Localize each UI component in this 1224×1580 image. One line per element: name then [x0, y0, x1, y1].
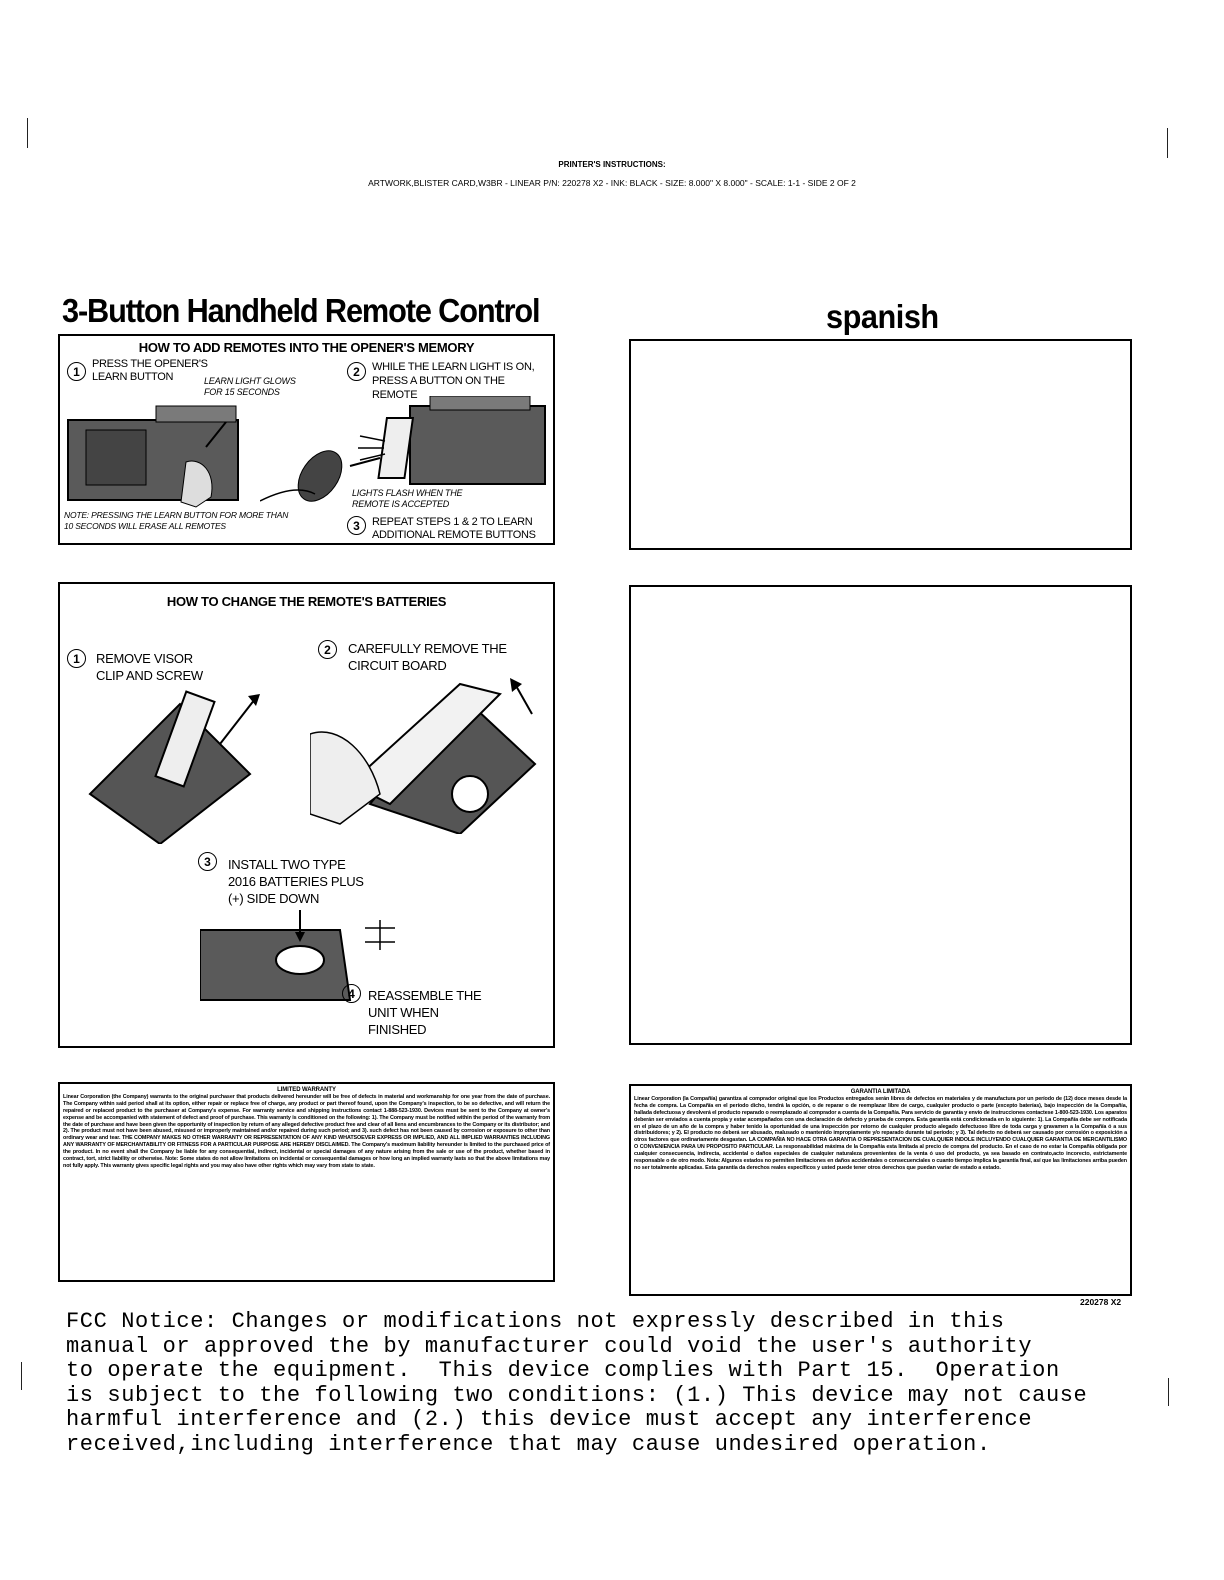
spanish-add-remotes-panel	[629, 339, 1132, 550]
battery-step-2-text: CAREFULLY REMOVE THE CIRCUIT BOARD	[348, 641, 507, 673]
lights-flash-note: LIGHTS FLASH WHEN THE REMOTE IS ACCEPTED	[352, 488, 463, 509]
step-number-2: 2	[347, 362, 366, 381]
fcc-line-6: received,including interference that may cause undesired operation.	[66, 1431, 991, 1457]
add-step-1-text: PRESS THE OPENER'S LEARN BUTTON	[92, 358, 208, 383]
warranty-spanish-title: GARANTIA LIMITADA	[850, 1089, 911, 1095]
add-step-3-text: REPEAT STEPS 1 & 2 TO LEARN ADDITIONAL REMOTE BUTTONS	[372, 516, 536, 541]
visor-clip-illustration	[70, 684, 270, 844]
step-number-3: 3	[347, 516, 366, 535]
circuit-board-illustration	[310, 664, 540, 834]
scan-mark-left-top	[27, 118, 28, 148]
fcc-line-1: FCC Notice: Changes or modifications not expressly described in this	[66, 1309, 1005, 1334]
printer-heading: PRINTER'S INSTRUCTIONS:	[558, 160, 666, 169]
fcc-line-4: is subject to the following two conditions: (1.) This device may not cause	[66, 1382, 1088, 1408]
spanish-title: spanish	[826, 298, 939, 335]
fcc-notice	[66, 1310, 1126, 1457]
add-remotes-heading: HOW TO ADD REMOTES INTO THE OPENER'S MEMORY	[138, 340, 475, 355]
warranty-english-title: LIMITED WARRANTY	[277, 1087, 336, 1093]
warranty-panel-english	[58, 1082, 555, 1282]
learn-light-note: LEARN LIGHT GLOWS FOR 15 SECONDS	[204, 376, 296, 397]
battery-step-number-4: 4	[342, 984, 361, 1003]
warranty-panel-spanish	[629, 1084, 1132, 1296]
battery-step-3-text: INSTALL TWO TYPE 2016 BATTERIES PLUS (+) SIDE DOWN	[228, 857, 364, 906]
batteries-panel	[58, 582, 555, 1048]
page-title: 3-Button Handheld Remote Control	[62, 292, 540, 329]
battery-step-number-1: 1	[67, 649, 86, 668]
scan-mark-right-bottom	[1168, 1378, 1169, 1406]
fcc-line-5: harmful interference and (2.) this device must accept any interference	[66, 1407, 1033, 1432]
spanish-batteries-panel	[629, 585, 1132, 1045]
opener-illustration-left	[66, 402, 266, 512]
scan-mark-left-bottom	[21, 1362, 22, 1390]
warranty-english-body: Linear Corporation (the Company) warrants to the original purchaser that products delivered hereunder will be free of defects in material and workmanship for one year from the date of purchase. The Company within said period shall at its option, either repair or replace free of charge, any product or part thereof found, upon the Company's inspection, to be so defective, and will return the repaired or replaced product to the purchaser at Company's expense. For warranty service and shipping instructions contact 1-888-523-1930. Devices must be sent to the Company at owner's expense and be accompanied with statement of defect and proof of purchase. This warranty is conditioned on the following: 1). The Company must be notified within the period of the warranty from the date of purchase and have been given the opportunity of inspection by return of any alleged defective product free and clear of all liens and encumbrances to the Company or its distributor; and 2). The product must not have been abused, misused or improperly maintained and/or repaired during such period; and 3). such defect has not been caused by corrosion or exposure to other than ordinary wear and tear. THE COMPANY MAKES NO OTHER WARRANTY OR REPRESENTATION OF ANY KIND WHATSOEVER EXPRESS OR IMPLIED, AND ALL IMPLIED WARRANTIES INCLUDING ANY WARRANTY OF MERCHANTABILITY OR FITNESS FOR A PARTICULAR PURPOSE ARE HEREBY DISCLAIMED. The Company's maximum liability hereunder is limited to the purchased price of the product. In no event shall the Company be liable for any consequential, indirect, incidental or special damages of any nature arising from the sale or use of the product, whether based in contract, tort, strict liability or otherwise. Note: Some states do not allow limitations on incidental or consequential damages or how long an implied warranty lasts so that the above limitations may not fully apply. This warranty gives specific legal rights and you may also have other rights which may vary from state to state.	[63, 1093, 550, 1169]
scan-mark-right-top	[1167, 128, 1168, 158]
fcc-line-3: to operate the equipment. This device complies with Part 15. Operation	[66, 1358, 1060, 1383]
part-number: 220278 X2	[1080, 1297, 1122, 1307]
add-step-2-text: WHILE THE LEARN LIGHT IS ON, PRESS A BUTTON ON THE REMOTE	[372, 361, 535, 401]
battery-step-number-3: 3	[198, 852, 217, 871]
printer-details: ARTWORK,BLISTER CARD,W3BR - LINEAR P/N: 220278 X2 - INK: BLACK - SIZE: 8.000" X 8.000" - SCALE: 1-1 - SIDE 2 OF 2	[368, 178, 856, 188]
add-remotes-panel	[58, 334, 555, 545]
battery-step-4-text: REASSEMBLE THE UNIT WHEN FINISHED	[368, 988, 482, 1037]
warranty-spanish	[634, 1089, 1127, 1172]
warranty-english	[63, 1087, 550, 1170]
batteries-heading: HOW TO CHANGE THE REMOTE'S BATTERIES	[166, 594, 447, 609]
warranty-spanish-body: Linear Corporation (la Compañía) garantiza al comprador original que los Productos entregados serán libres de defectos en materiales y de manufactura por un período de (12) doce meses desde la fecha de compra. La Compañía en el período dicho, tendrá la opción, o de reparar o de reemplazar libre de cargo, cualquier producto o parte (excepto baterías), bajo inspección de la Compañía, hallada defectuosa y devolverá el producto reparado o reemplazado al comprador a cuenta de la Compañía. Para servicio de garantía y envío de instrucciones contactese 1-800-523-1930. Los aparatos deberán ser enviados a cuenta propia y estar acompañados con una declaración de defecto y prueba de compra. Esta garantía está condicionada en lo siguiente: 1). La Compañía debe ser notificada en el plazo de un año de la compra y haber tenido la oportunidad de una inspección por retorno de cualquier producto alegado defectuoso libre de toda carga y gravamen a la Compañía ó a sus distribuidores; y 2). El producto no deberá ser abusado, malusado o mantenido impropiamente y/o reparado durante tal período; y 3). Tal defecto no deberá ser causado por corrosión o exposición a otros factores que ordinariamente desgastan. LA COMPAÑIA NO HACE OTRA GARANTIA O REPRESENTACION DE CUALQUIER INDOLE INCLUYENDO CUALQUIER GARANTIA DE MERCANTILISMO O CONVENIENCIA PARA UN PROPOSITO PARTICULAR. La responsabilidad máxima de la Compañía esta limitada al precio de compra del producto. En el caso de no estar la Compañía obligada por cualquier consecuencia, indirecta, accidental o daños especiales de cualquier naturaleza provenientes de la venta ó uso del producto, ya sea basado en contrato,acto incorecto, estrictamente responsable o de otro modo. Nota: Algunos estados no permiten limitaciones en daños accidentales o consecuenciales o cuanto tiempo implica la garantía final, así que las limitaciones arriba pueden no ser totalmente aplicadas. Esta garantía da derechos reales específicos y usted puede tener otros derechos que puedan variar de estado a estado.	[634, 1095, 1127, 1171]
battery-step-1-text: REMOVE VISOR CLIP AND SCREW	[96, 651, 203, 683]
fcc-line-2: manual or approved the by manufacturer could void the user's authority	[66, 1333, 1033, 1359]
step-number-1: 1	[67, 362, 86, 381]
erase-remotes-note: NOTE: PRESSING THE LEARN BUTTON FOR MORE THAN 10 SECONDS WILL ERASE ALL REMOTES	[64, 510, 289, 531]
battery-step-number-2: 2	[318, 640, 337, 659]
